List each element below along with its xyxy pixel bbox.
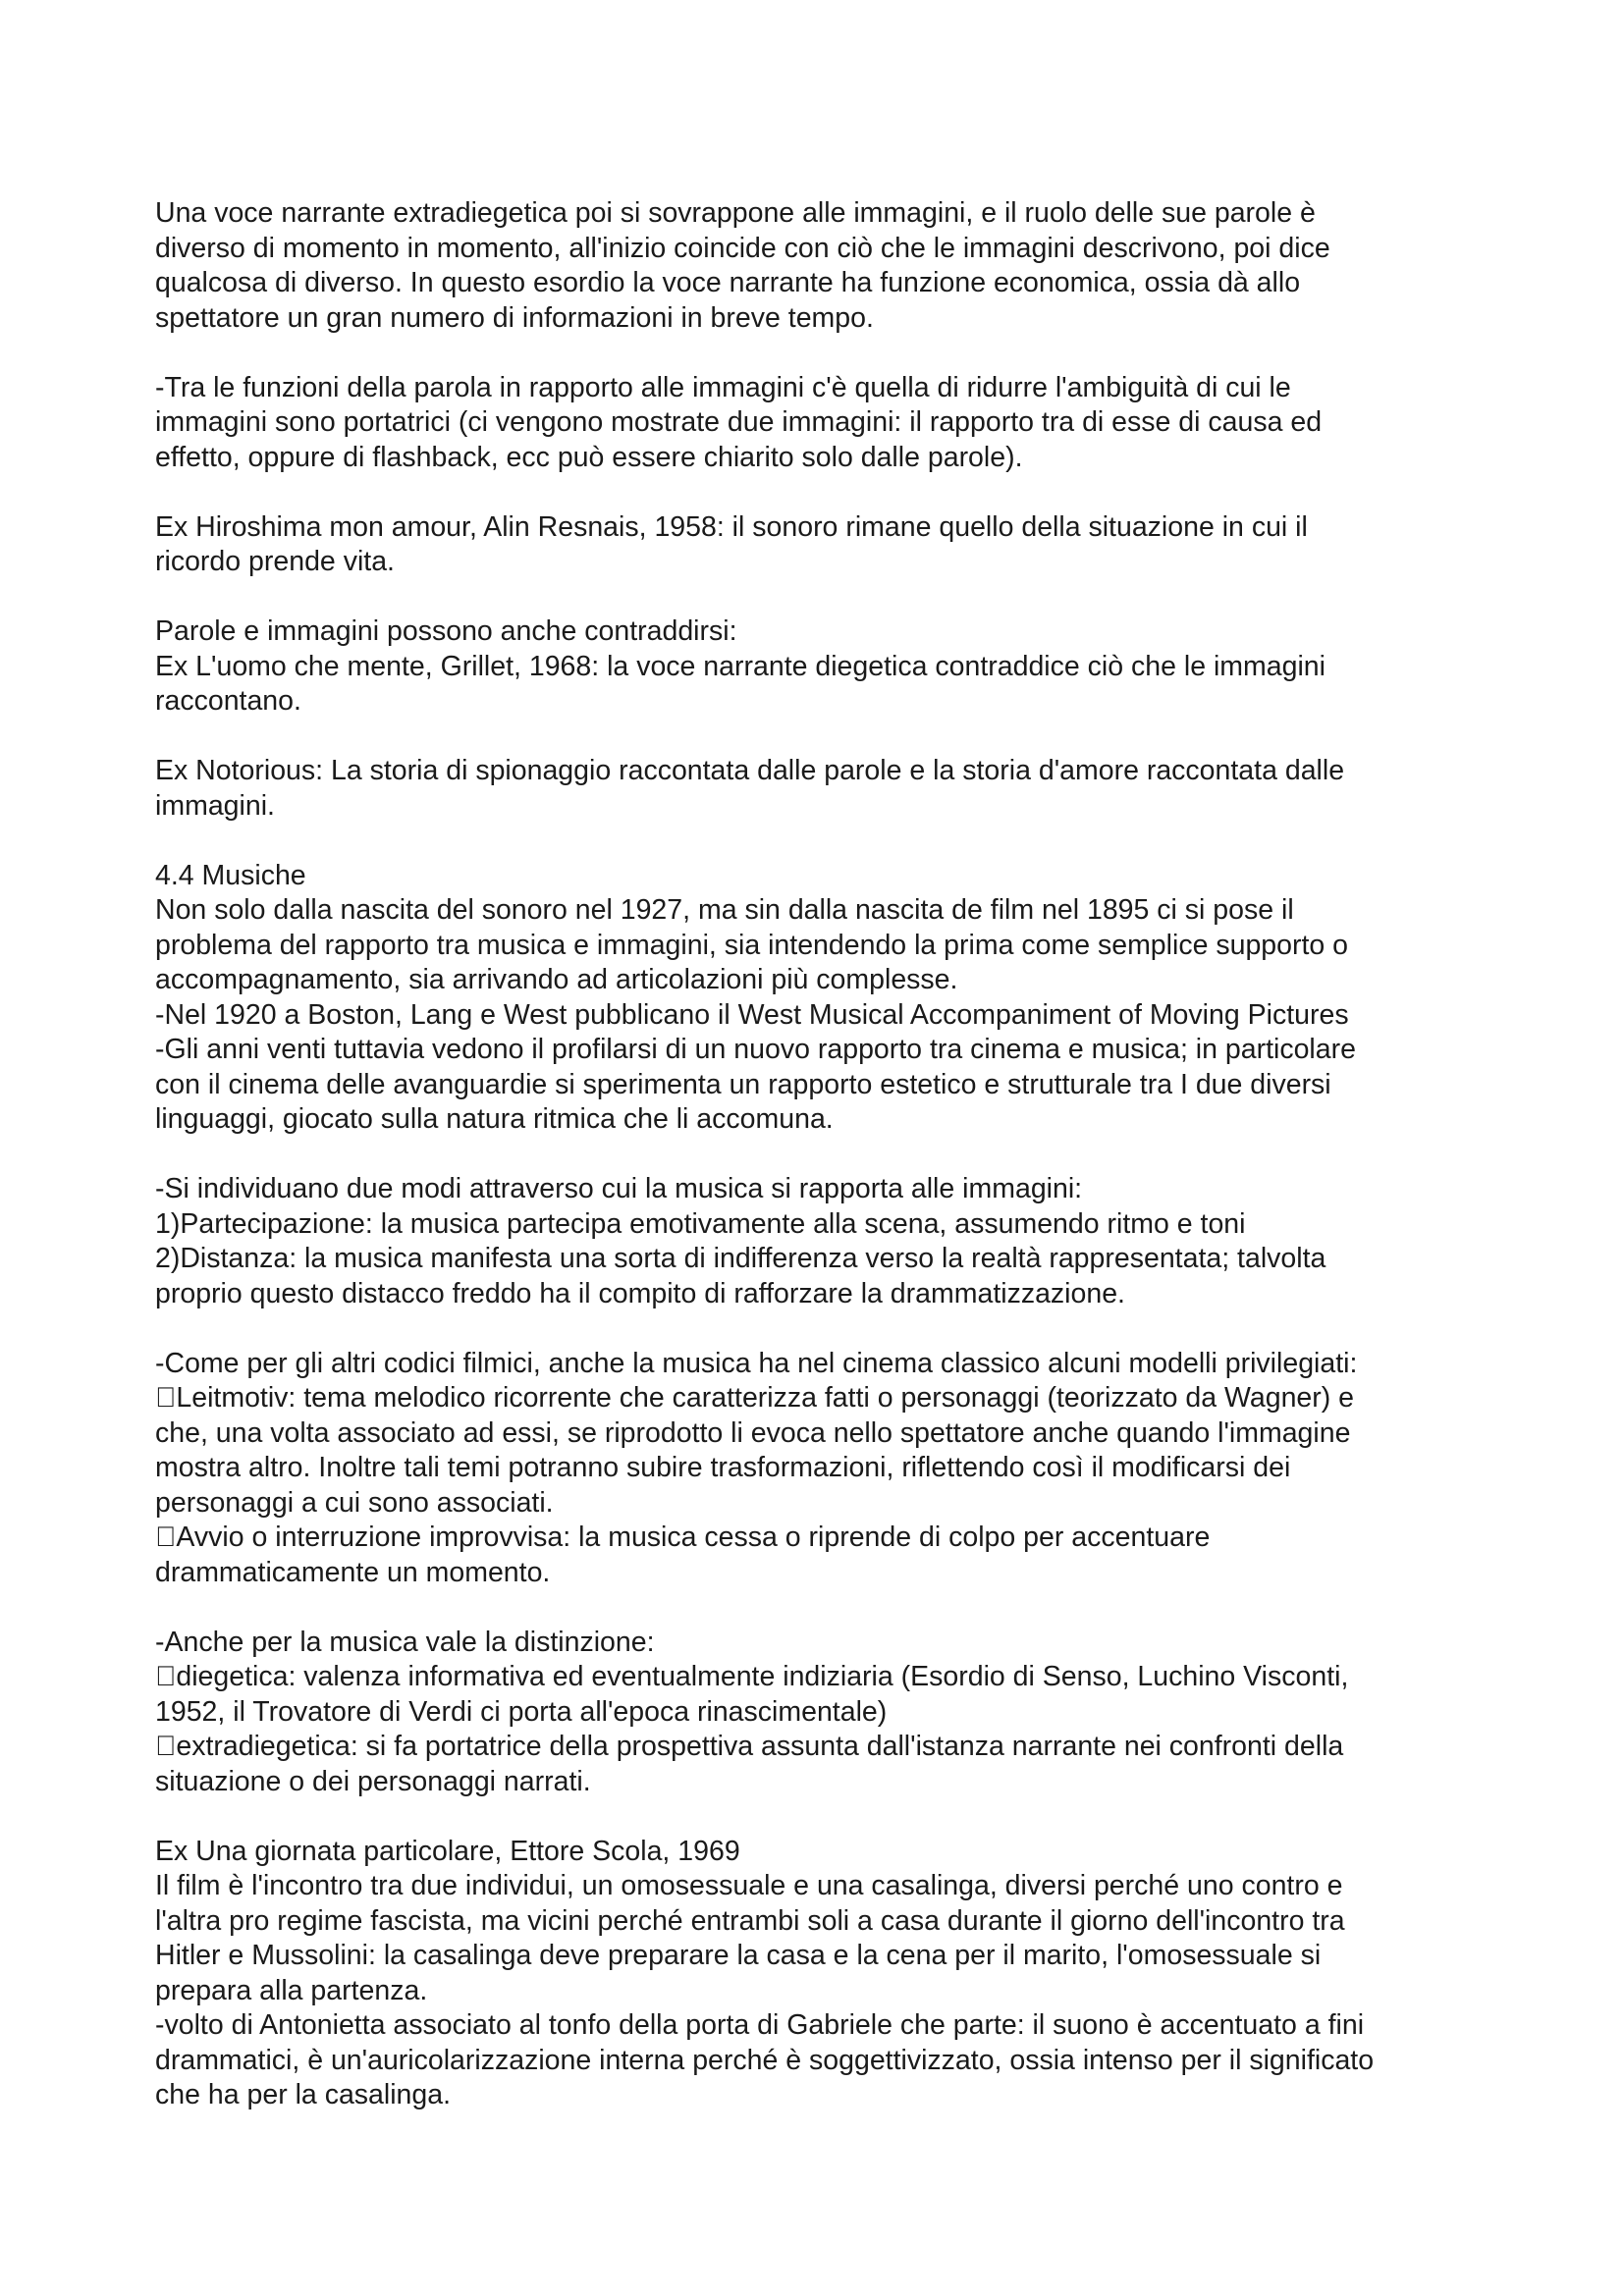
paragraph-gap — [155, 336, 1530, 371]
text-line: qualcosa di diverso. In questo esordio la voce narrante ha funzione economica, ossia dà allo — [155, 267, 1301, 298]
text-line: Parole e immagini possono anche contraddirsi: — [155, 615, 737, 647]
paragraph-gap — [155, 824, 1530, 859]
text-line: Non solo dalla nascita del sonoro nel 1927, ma sin dalla nascita de film nel 1895 ci si pose il — [155, 894, 1294, 926]
text-line: -Gli anni venti tuttavia vedono il profilarsi di un nuovo rapporto tra cinema e musica; in particolare — [155, 1034, 1356, 1065]
text-line: spettatore un gran numero di informazioni in breve tempo. — [155, 301, 874, 334]
text-line: Una voce narrante extradiegetica poi si sovrappone alle immagini, e il ruolo delle sue parole è — [155, 197, 1316, 229]
paragraph — [155, 859, 1530, 1138]
text-line: immagini. — [155, 789, 275, 822]
text-line: linguaggi, giocato sulla natura ritmica che li accomuna. — [155, 1103, 834, 1135]
paragraph — [155, 1347, 1530, 1591]
paragraph-gap — [155, 1311, 1530, 1347]
text-line: -Nel 1920 a Boston, Lang e West pubblicano il West Musical Accompaniment of Moving Pictures — [155, 998, 1349, 1031]
text-line: -Si individuano due modi attraverso cui la musica si rapporta alle immagini: — [155, 1173, 1083, 1204]
text-line: drammatici, è un'auricolarizzazione interna perché è soggettivizzato, ossia intenso per il significato — [155, 2044, 1375, 2076]
text-line: Ex Hiroshima mon amour, Alin Resnais, 1958: il sonoro rimane quello della situazione in cui il — [155, 510, 1308, 543]
paragraph — [155, 510, 1530, 580]
text-line: che, una volta associato ad essi, se riprodotto li evoca nello spettatore anche quando l'immagine — [155, 1416, 1351, 1449]
text-line: Ex L'uomo che mente, Grillet, 1968: la voce narrante diegetica contraddice ciò che le immagini — [155, 650, 1325, 682]
paragraph — [155, 1835, 1530, 2113]
text-line: diegetica: valenza informativa ed eventualmente indiziaria (Esordio di Senso, Luchino Visconti, — [155, 1661, 1327, 1692]
text-line: Ex Una giornata particolare, Ettore Scola, 1969 — [155, 1835, 740, 1867]
text-line: mostra altro. Inoltre tali temi potranno subire trasformazioni, riflettendo così il modificarsi dei — [155, 1452, 1291, 1483]
text-line: situazione o dei personaggi narrati. — [155, 1765, 591, 1797]
text-line: -Come per gli altri codici filmici, anche la musica ha nel cinema classico alcuni modelli privilegiati: — [155, 1347, 1358, 1379]
text-line: 2)Distanza: la musica manifesta una sorta di indifferenza verso la realtà rappresentata; talvolta — [155, 1243, 1326, 1274]
paragraph-gap — [155, 720, 1530, 755]
document-body — [155, 196, 1530, 2113]
text-line: -volto di Antonietta associato al tonfo della porta di Gabriele che parte: il suono è accentuato a fini — [155, 2009, 1365, 2041]
paragraph — [155, 1172, 1530, 1311]
text-line: effetto, oppure di flashback, ecc può essere chiarito solo dalle parole). — [155, 441, 1023, 473]
text-line: 1952, il Trovatore di Verdi ci porta all'epoca rinascimentale) — [155, 1695, 888, 1728]
paragraph — [155, 1626, 1530, 1800]
paragraph-gap — [155, 1799, 1530, 1835]
paragraph — [155, 754, 1530, 824]
paragraph — [155, 196, 1530, 336]
text-line: prepara alla partenza. — [155, 1974, 428, 2006]
text-line: l'altra pro regime fascista, ma vicini perché entrambi soli a casa durante il giorno dell'incontro tra — [155, 1904, 1345, 1937]
text-line: problema del rapporto tra musica e immagini, sia intendendo la prima come semplice supporto o — [155, 929, 1349, 961]
paragraph — [155, 614, 1530, 720]
text-line: ricordo prende vita. — [155, 546, 395, 577]
text-line: immagini sono portatrici (ci vengono mostrate due immagini: il rapporto tra di esse di causa ed — [155, 406, 1323, 438]
paragraph-gap — [155, 475, 1530, 510]
text-line: personaggi a cui sono associati. — [155, 1486, 554, 1519]
text-line: Leitmotiv: tema melodico ricorrente che caratterizza fatti o personaggi (teorizzato da Wagner) e — [155, 1382, 1333, 1414]
text-line: diverso di momento in momento, all'inizio coincide con ciò che le immagini descrivono, poi dice — [155, 232, 1330, 264]
paragraph-gap — [155, 1590, 1530, 1626]
text-line: -Tra le funzioni della parola in rapporto alle immagini c'è quella di ridurre l'ambiguità di cui le — [155, 371, 1291, 403]
text-line: 1)Partecipazione: la musica partecipa emotivamente alla scena, assumendo ritmo e toni — [155, 1207, 1246, 1240]
text-line: Avvio o interruzione improvvisa: la musica cessa o riprende di colpo per accentuare — [155, 1522, 1189, 1553]
text-line: 4.4 Musiche — [155, 859, 306, 891]
text-line: Il film è l'incontro tra due individui, un omosessuale e una casalinga, diversi perché uno contro e — [155, 1870, 1343, 1901]
text-line: che ha per la casalinga. — [155, 2079, 452, 2110]
paragraph-gap — [155, 1138, 1530, 1173]
text-line: Ex Notorious: La storia di spionaggio raccontata dalle parole e la storia d'amore raccontata dalle — [155, 755, 1345, 786]
text-line: drammaticamente un momento. — [155, 1556, 551, 1588]
text-line: con il cinema delle avanguardie si sperimenta un rapporto estetico e strutturale tra I due diversi — [155, 1068, 1331, 1100]
text-line: Hitler e Mussolini: la casalinga deve preparare la casa e la cena per il marito, l'omosessuale si — [155, 1940, 1322, 1971]
text-line: accompagnamento, sia arrivando ad articolazioni più complesse. — [155, 964, 958, 995]
paragraph-gap — [155, 580, 1530, 615]
paragraph — [155, 371, 1530, 476]
text-line: raccontano. — [155, 685, 301, 717]
text-line: proprio questo distacco freddo ha il compito di rafforzare la drammatizzazione. — [155, 1277, 1125, 1309]
text-line: extradiegetica: si fa portatrice della prospettiva assunta dall'istanza narrante nei confronti della — [155, 1731, 1323, 1762]
text-line: -Anche per la musica vale la distinzione: — [155, 1626, 655, 1658]
